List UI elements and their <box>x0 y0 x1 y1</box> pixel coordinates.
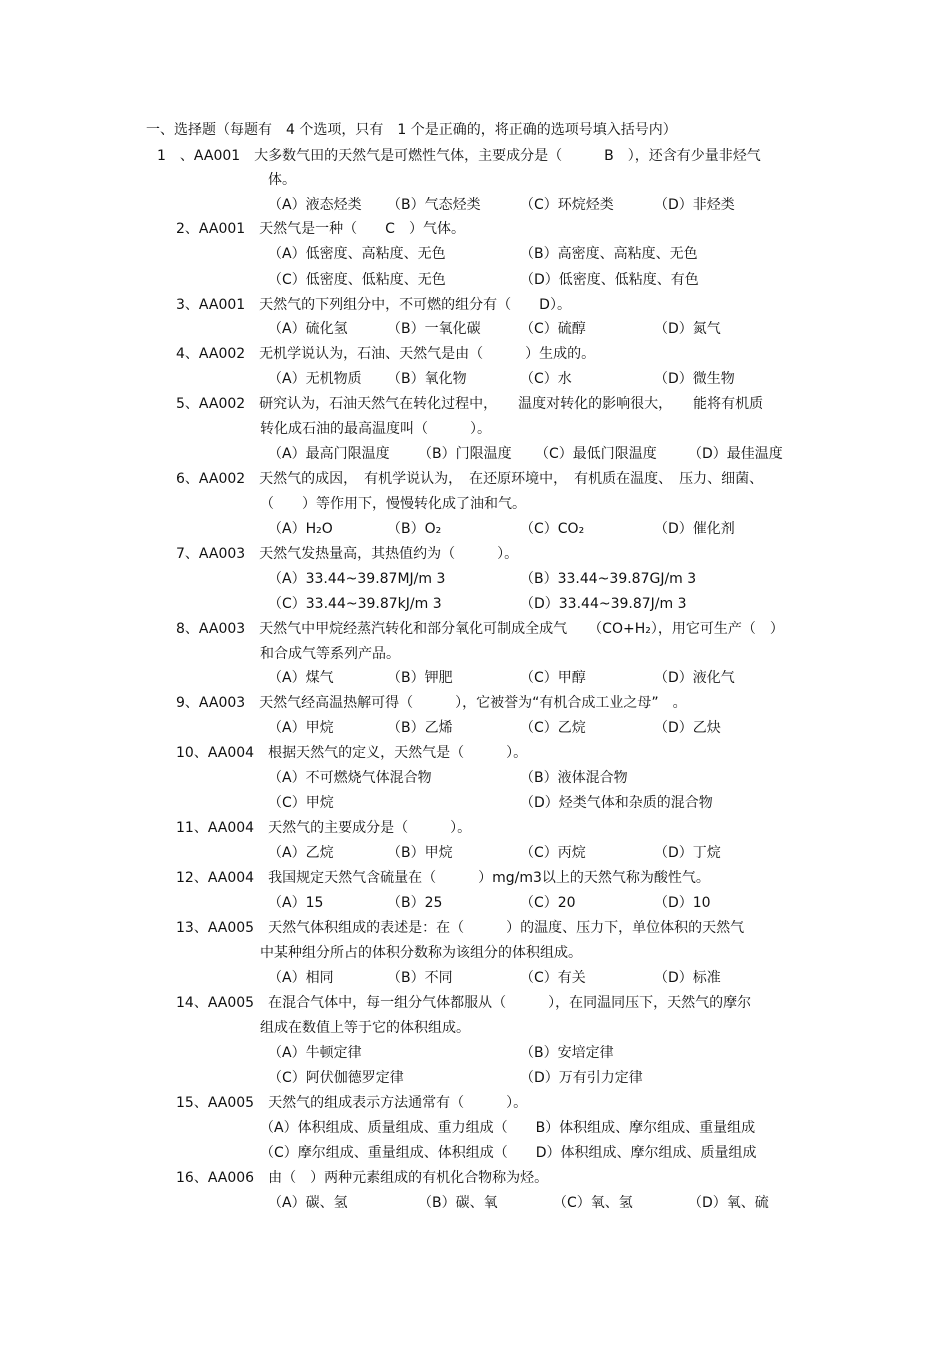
text-line: （C）氧、氢 <box>553 1195 633 1211</box>
text-line: （D）催化剂 <box>654 521 735 537</box>
text-line: （A）15 <box>268 895 324 911</box>
text-line: 12、AA004 我国规定天然气含硫量在（ ）mg/m3以上的天然气称为酸性气。 <box>176 870 710 886</box>
text-line: （B）不同 <box>387 970 453 986</box>
text-line: （D）33.44~39.87J/m 3 <box>520 596 687 612</box>
text-line: （D）非烃类 <box>654 197 735 213</box>
text-line: （A）无机物质 <box>268 371 362 387</box>
text-line: （A）最高门限温度 <box>268 446 390 462</box>
text-line: 2、AA001 天然气是一种（ C ）气体。 <box>176 221 465 237</box>
text-line: （C）阿伏伽德罗定律 <box>268 1070 404 1086</box>
text-line: 10、AA004 根据天然气的定义，天然气是（ ）。 <box>176 745 528 761</box>
text-line: （A）相同 <box>268 970 334 986</box>
text-line: （C）33.44~39.87kJ/m 3 <box>268 596 442 612</box>
text-line: （B）O₂ <box>387 521 442 537</box>
text-line: （D）微生物 <box>654 371 735 387</box>
text-line: （D）液化气 <box>654 670 735 686</box>
text-line: 转化成石油的最高温度叫（ ）。 <box>260 421 491 437</box>
text-line: （C）水 <box>520 371 572 387</box>
text-line: （B）安培定律 <box>520 1045 614 1061</box>
text-line: （D）乙炔 <box>654 720 721 736</box>
text-line: 15、AA005 天然气的组成表示方法通常有（ ）。 <box>176 1095 528 1111</box>
text-line: （C）摩尔组成、重量组成、体积组成（ D）体积组成、摩尔组成、质量组成 <box>260 1145 757 1161</box>
text-line: （C）乙烷 <box>520 720 586 736</box>
text-line: （C）硫醇 <box>520 321 586 337</box>
text-line: （B）一氧化碳 <box>387 321 481 337</box>
text-line: （A）不可燃烧气体混合物 <box>268 770 432 786</box>
text-line: （C）甲醇 <box>520 670 586 686</box>
text-line: （C）丙烷 <box>520 845 586 861</box>
text-line: （C）CO₂ <box>520 521 585 537</box>
text-line: （A）H₂O <box>268 521 333 537</box>
text-line: （D）氮气 <box>654 321 721 337</box>
text-line: （A）碳、氢 <box>268 1195 348 1211</box>
text-line: （A）乙烷 <box>268 845 334 861</box>
text-line: （ ）等作用下，慢慢转化成了油和气。 <box>260 496 526 512</box>
text-line: （B）乙烯 <box>387 720 453 736</box>
text-line: （B）氧化物 <box>387 371 467 387</box>
text-line: （B）25 <box>387 895 443 911</box>
text-line: （D）低密度、低粘度、有色 <box>520 272 699 288</box>
text-line: 14、AA005 在混合气体中，每一组分气体都服从（ ），在同温同压下，天然气的摩尔 <box>176 995 752 1011</box>
text-line: （A）体积组成、质量组成、重力组成（ B）体积组成、摩尔组成、重量组成 <box>260 1120 756 1136</box>
text-line: （D）烃类气体和杂质的混合物 <box>520 795 713 811</box>
text-line: （A）煤气 <box>268 670 334 686</box>
text-line: （C）20 <box>520 895 576 911</box>
text-line: （B）碳、氧 <box>418 1195 498 1211</box>
text-line: （A）硫化氢 <box>268 321 348 337</box>
text-line: 8、AA003 天然气中甲烷经蒸汽转化和部分氧化可制成全成气 （CO+H₂），用它可生产（ ） <box>176 621 784 637</box>
text-line: 中某种组分所占的体积分数称为该组分的体积组成。 <box>260 945 582 961</box>
text-line: （D）丁烷 <box>654 845 721 861</box>
text-line: （A）液态烃类 <box>268 197 362 213</box>
text-line: 和合成气等系列产品。 <box>260 646 400 662</box>
text-line: （D）10 <box>654 895 711 911</box>
text-line: （B）液体混合物 <box>520 770 628 786</box>
text-line: （B）甲烷 <box>387 845 453 861</box>
text-line: 3、AA001 天然气的下列组分中，不可燃的组分有（ D）。 <box>176 297 571 313</box>
text-line: （B）33.44~39.87GJ/m 3 <box>520 571 697 587</box>
text-line: （A）甲烷 <box>268 720 334 736</box>
text-line: （B）钾肥 <box>387 670 453 686</box>
text-line: （C）最低门限温度 <box>535 446 657 462</box>
text-line: 9、AA003 天然气经高温热解可得（ ），它被誉为“有机合成工业之母” 。 <box>176 695 687 711</box>
text-line: 16、AA006 由（ ）两种元素组成的有机化合物称为烃。 <box>176 1170 549 1186</box>
text-line: （B）气态烃类 <box>387 197 481 213</box>
text-line: （A）33.44~39.87MJ/m 3 <box>268 571 446 587</box>
section-title: 一、选择题（每题有 4 个选项，只有 1 个是正确的，将正确的选项号填入括号内） <box>146 122 677 138</box>
text-line: 11、AA004 天然气的主要成分是（ ）。 <box>176 820 472 836</box>
text-line: （D）最佳温度 <box>688 446 783 462</box>
text-line: 5、AA002 研究认为，石油天然气在转化过程中， 温度对转化的影响很大， 能将有机质 <box>176 396 764 412</box>
text-line: 7、AA003 天然气发热量高，其热值约为（ ）。 <box>176 546 519 562</box>
text-line: 体。 <box>268 172 296 188</box>
text-line: （D）万有引力定律 <box>520 1070 643 1086</box>
text-line: 4、AA002 无机学说认为，石油、天然气是由（ ）生成的。 <box>176 346 596 362</box>
text-line: （C）低密度、低粘度、无色 <box>268 272 446 288</box>
text-line: （D）标准 <box>654 970 721 986</box>
text-line: （D）氧、硫 <box>688 1195 769 1211</box>
text-line: 13、AA005 天然气体积组成的表述是：在（ ）的温度、压力下，单位体积的天然气 <box>176 920 745 936</box>
text-line: （C）甲烷 <box>268 795 334 811</box>
text-line: （A）低密度、高粘度、无色 <box>268 246 446 262</box>
text-line: 组成在数值上等于它的体积组成。 <box>260 1020 470 1036</box>
text-line: （C）有关 <box>520 970 586 986</box>
text-line: （C）环烷烃类 <box>520 197 614 213</box>
text-line: 6、AA002 天然气的成因， 有机学说认为， 在还原环境中， 有机质在温度、 压力、细菌、 <box>176 471 764 487</box>
text-line: （A）牛顿定律 <box>268 1045 362 1061</box>
text-line: 1 、AA001 大多数气田的天然气是可燃性气体，主要成分是（ B ），还含有少量非烃气 <box>157 148 761 164</box>
text-line: （B）高密度、高粘度、无色 <box>520 246 698 262</box>
text-line: （B）门限温度 <box>418 446 512 462</box>
